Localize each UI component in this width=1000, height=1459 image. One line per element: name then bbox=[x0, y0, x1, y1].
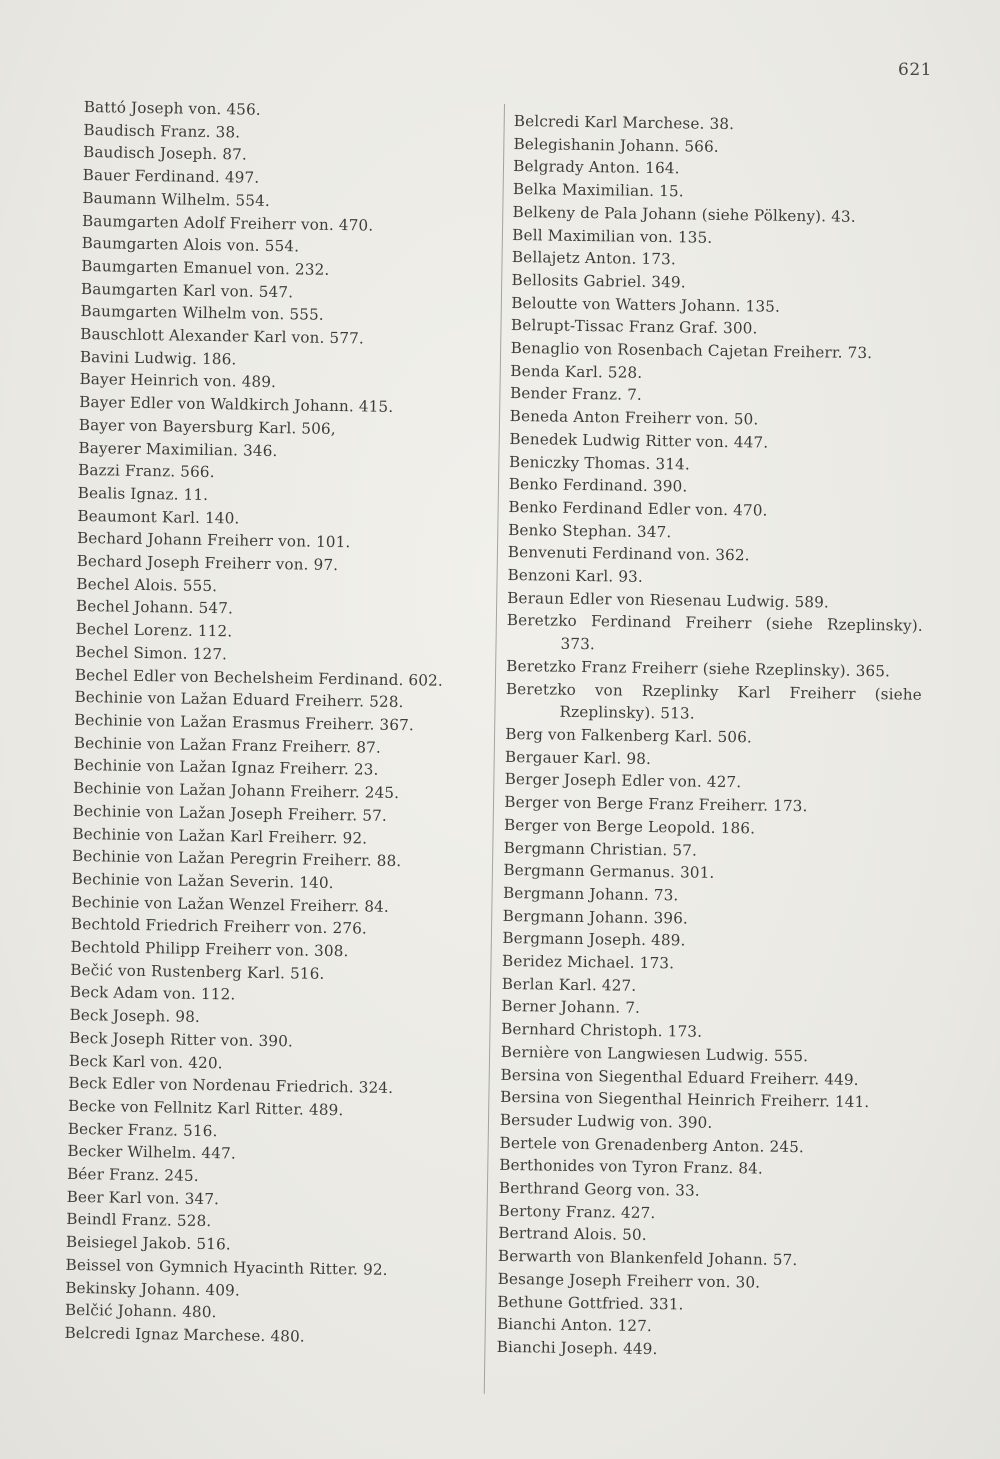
index-entry: Baumgarten Alois von. 554. bbox=[81, 234, 300, 256]
index-entry: Bertele von Grenadenberg Anton. 245. bbox=[499, 1133, 805, 1156]
index-entry: Bechinie von Lažan Johann Freiherr. 245. bbox=[72, 779, 400, 803]
index-entry: Baumgarten Karl von. 547. bbox=[80, 279, 294, 301]
index-entry: Bechard Joseph Freiherr von. 97. bbox=[76, 552, 339, 575]
index-entry: Bechinie von Lažan Karl Freiherr. 92. bbox=[72, 824, 368, 848]
index-entry: Benko Stephan. 347. bbox=[508, 520, 672, 541]
index-entry: Belčić Johann. 480. bbox=[64, 1301, 217, 1322]
index-entry: Bavini Ludwig. 186. bbox=[79, 347, 237, 369]
right-column bbox=[497, 110, 930, 1364]
page-number: 621 bbox=[898, 60, 932, 80]
index-entry: Bender Franz. 7. bbox=[509, 384, 643, 405]
index-entry: Bell Maximilian von. 135. bbox=[512, 225, 713, 247]
index-entry: Battó Joseph von. 456. bbox=[83, 97, 261, 119]
index-entry: Bergmann Germanus. 301. bbox=[503, 861, 715, 883]
index-entry: Benda Karl. 528. bbox=[510, 361, 643, 382]
index-entry: Becker Franz. 516. bbox=[67, 1119, 218, 1140]
index-entry: Bianchi Joseph. 449. bbox=[496, 1337, 658, 1359]
index-entry: Beretzko Ferdinand Freiherr (siehe Rzeplinsky). 373. bbox=[506, 611, 923, 654]
index-entry: Bergmann Johann. 73. bbox=[502, 883, 679, 905]
index-entry: Bechel Simon. 127. bbox=[75, 642, 228, 664]
index-entry: Belegishanin Johann. 566. bbox=[513, 134, 719, 156]
index-entry: Bazzi Franz. 566. bbox=[77, 461, 215, 482]
index-entry: Bechel Johann. 547. bbox=[75, 597, 234, 618]
index-entry: Bauschlott Alexander Karl von. 577. bbox=[80, 325, 365, 348]
index-entry: Bergmann Christian. 57. bbox=[503, 838, 698, 860]
index-entry: Bayer Edler von Waldkirch Johann. 415. bbox=[79, 393, 394, 417]
index-entry: Bechinie von Lažan Peregrin Freiherr. 88. bbox=[71, 847, 402, 871]
left-column bbox=[64, 96, 492, 1351]
index-entry: Bechel Lorenz. 112. bbox=[75, 620, 233, 641]
index-entry: Bersuder Ludwig von. 390. bbox=[499, 1110, 713, 1132]
index-entry: Beretzko Franz Freiherr (siehe Rzeplinsky). 365. bbox=[506, 656, 891, 681]
index-entry: Bečić von Rustenberg Karl. 516. bbox=[70, 960, 325, 983]
index-entry: Benko Ferdinand Edler von. 470. bbox=[508, 497, 768, 520]
index-entry: Beck Adam von. 112. bbox=[69, 983, 236, 1004]
index-entry: Bechinie von Lažan Severin. 140. bbox=[71, 869, 334, 892]
index-entry: Bellajetz Anton. 173. bbox=[511, 248, 677, 269]
index-entry: Berger von Berge Leopold. 186. bbox=[503, 815, 756, 838]
index-entry: Bertrand Alois. 50. bbox=[498, 1224, 647, 1245]
index-entry: Belcredi Ignaz Marchese. 480. bbox=[64, 1323, 305, 1346]
index-entry: Beck Karl von. 420. bbox=[68, 1051, 223, 1072]
index-entry: Bechinie von Lažan Ignaz Freiherr. 23. bbox=[73, 756, 379, 780]
index-entry: Berthrand Georg von. 33. bbox=[498, 1178, 700, 1200]
index-entry: Bergmann Joseph. 489. bbox=[502, 929, 686, 950]
index-entry: Beniczky Thomas. 314. bbox=[508, 452, 691, 474]
index-entry: Bechtold Friedrich Freiherr von. 276. bbox=[70, 915, 368, 938]
index-entry: Bechtold Philipp Freiherr von. 308. bbox=[70, 937, 349, 961]
index-entry: Bayerer Maximilian. 346. bbox=[78, 438, 278, 460]
index-entry: Benvenuti Ferdinand von. 362. bbox=[507, 543, 750, 565]
index-entry: Berger Joseph Edler von. 427. bbox=[504, 770, 742, 792]
index-entry: Baudisch Franz. 38. bbox=[83, 120, 241, 142]
index-entry: Berthonides von Tyron Franz. 84. bbox=[499, 1156, 764, 1178]
index-entry: Bernhard Christoph. 173. bbox=[501, 1020, 703, 1041]
index-entry: Bechinie von Lažan Erasmus Freiherr. 367. bbox=[74, 710, 415, 735]
index-entry: Bersina von Siegenthal Eduard Freiherr. 449. bbox=[500, 1065, 859, 1089]
index-entry: Beaumont Karl. 140. bbox=[77, 506, 240, 528]
index-entry: Bergmann Johann. 396. bbox=[502, 906, 689, 928]
index-entry: Baumgarten Emanuel von. 232. bbox=[81, 256, 330, 279]
index-entry: Becker Wilhelm. 447. bbox=[67, 1142, 237, 1163]
index-entry: Beissel von Gymnich Hyacinth Ritter. 92. bbox=[65, 1255, 388, 1279]
index-entry: Berg von Falkenberg Karl. 506. bbox=[505, 724, 753, 747]
index-entry: Baumann Wilhelm. 554. bbox=[82, 188, 271, 210]
index-entry: Bechard Johann Freiherr von. 101. bbox=[76, 529, 351, 552]
index-entry: Bergauer Karl. 98. bbox=[504, 747, 652, 768]
index-entry: Berlan Karl. 427. bbox=[501, 974, 637, 995]
index-entry: Beneda Anton Freiherr von. 50. bbox=[509, 407, 759, 429]
index-entry: Beindl Franz. 528. bbox=[66, 1210, 212, 1231]
index-entry: Bianchi Anton. 127. bbox=[496, 1315, 653, 1336]
index-entry: Belka Maximilian. 15. bbox=[512, 180, 684, 201]
index-entry: Belcredi Karl Marchese. 38. bbox=[513, 111, 735, 134]
index-entry: Bechinie von Lažan Joseph Freiherr. 57. bbox=[72, 801, 388, 825]
index-entry: Bechinie von Lažan Franz Freiherr. 87. bbox=[73, 733, 382, 757]
index-entry: Belrupt-Tissac Franz Graf. 300. bbox=[510, 316, 758, 338]
index-entry: Bechinie von Lažan Eduard Freiherr. 528. bbox=[74, 688, 404, 712]
index-entry: Benedek Ludwig Ritter von. 447. bbox=[509, 429, 769, 452]
index-entry: Besange Joseph Freiherr von. 30. bbox=[497, 1269, 761, 1292]
index-entry: Berwarth von Blankenfeld Johann. 57. bbox=[497, 1247, 798, 1270]
index-entry: Bertony Franz. 427. bbox=[498, 1201, 656, 1222]
index-entry: Bersina von Siegenthal Heinrich Freiherr. 141. bbox=[500, 1088, 870, 1112]
index-entry: Belkeny de Pala Johann (siehe Pölkeny). 43. bbox=[512, 202, 856, 226]
index-entry: Berner Johann. 7. bbox=[501, 997, 641, 1018]
index-entry: Béer Franz. 245. bbox=[66, 1164, 199, 1185]
index-entry: Beretzko von Rzeplinky Karl Freiherr (siehe Rzeplinsky). 513. bbox=[505, 679, 923, 723]
index-entry: Bethune Gottfried. 331. bbox=[497, 1292, 684, 1314]
index-entry: Beck Joseph. 98. bbox=[69, 1006, 201, 1027]
index-entry: Baudisch Joseph. 87. bbox=[82, 143, 248, 164]
index-entry: Beraun Edler von Riesenau Ludwig. 589. bbox=[507, 588, 830, 612]
index-entry: Beisiegel Jakob. 516. bbox=[65, 1233, 231, 1254]
index-entry: Bealis Ignaz. 11. bbox=[77, 483, 209, 504]
index-entry: Benaglio von Rosenbach Cajetan Freiherr. 73. bbox=[510, 339, 873, 363]
index-entry: Beer Karl von. 347. bbox=[66, 1187, 220, 1209]
index-entry: Bechinie von Lažan Wenzel Freiherr. 84. bbox=[71, 892, 390, 916]
index-entry: Baumgarten Adolf Freiherr von. 470. bbox=[81, 211, 374, 235]
index-entry: Berger von Berge Franz Freiherr. 173. bbox=[504, 793, 808, 816]
index-entry: Baumgarten Wilhelm von. 555. bbox=[80, 302, 324, 325]
index-entry: Beridez Michael. 173. bbox=[501, 951, 675, 973]
index-entry: Bauer Ferdinand. 497. bbox=[82, 166, 260, 187]
index-entry: Belgrady Anton. 164. bbox=[513, 157, 680, 178]
index-entry: Becke von Fellnitz Karl Ritter. 489. bbox=[67, 1096, 344, 1120]
index-entry: Bekinsky Johann. 409. bbox=[65, 1278, 241, 1300]
index-entry: Benko Ferdinand. 390. bbox=[508, 475, 688, 496]
index-entry: Benzoni Karl. 93. bbox=[507, 566, 644, 586]
index-entry: Beck Joseph Ritter von. 390. bbox=[69, 1028, 294, 1051]
index-entry: Beck Edler von Nordenau Friedrich. 324. bbox=[68, 1074, 394, 1098]
index-entry: Bayer von Bayersburg Karl. 506, bbox=[78, 415, 336, 438]
index-entry: Bayer Heinrich von. 489. bbox=[79, 370, 277, 392]
index-entry: Bechel Alois. 555. bbox=[76, 574, 218, 595]
index-entry: Bernière von Langwiesen Ludwig. 555. bbox=[500, 1042, 809, 1066]
index-entry: Bechel Edler von Bechelsheim Ferdinand. 602. bbox=[74, 665, 444, 690]
index-entry: Bellosits Gabriel. 349. bbox=[511, 270, 686, 292]
index-entry: Beloutte von Watters Johann. 135. bbox=[511, 293, 781, 316]
